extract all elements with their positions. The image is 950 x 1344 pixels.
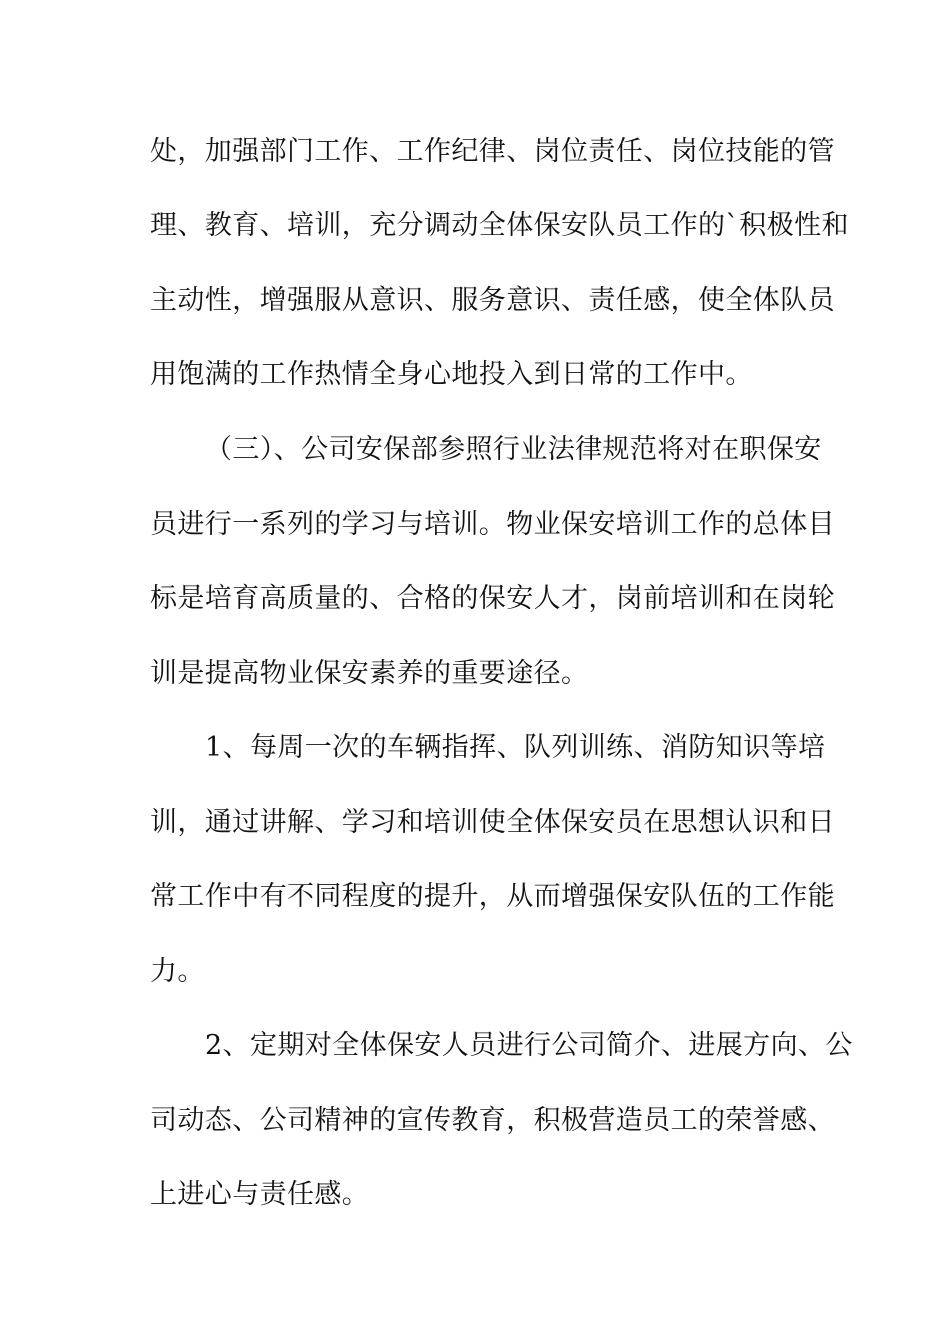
text-line: 训是提高物业保安素养的重要途径。 — [150, 658, 589, 689]
text-line: 标是培育高质量的、合格的保安人才，岗前培训和在岗轮 — [150, 583, 835, 614]
text-line: 员进行一系列的学习与培训。物业保安培训工作的总体目 — [150, 509, 835, 540]
text-line: 用饱满的工作热情全身心地投入到日常的工作中。 — [150, 359, 753, 390]
text-line: 常工作中有不同程度的提升，从而增强保安队伍的工作能 — [150, 881, 835, 912]
paragraph-start-line: 2、定期对全体保安人员进行公司简介、进展方向、公 — [205, 1030, 853, 1061]
text-line: 主动性，增强服从意识、服务意识、责任感，使全体队员 — [150, 285, 835, 316]
paragraph-start-line: （三）、公司安保部参照行业法律规范将对在职保安 — [205, 434, 822, 465]
text-line: 上进心与责任感。 — [150, 1179, 370, 1210]
text-line: 司动态、公司精神的宣传教育，积极营造员工的荣誉感、 — [150, 1105, 835, 1136]
text-line: 处，加强部门工作、工作纪律、岗位责任、岗位技能的管 — [150, 136, 835, 167]
text-line: 理、教育、培训，充分调动全体保安队员工作的`积极性和 — [150, 210, 849, 241]
paragraph-start-line: 1、每周一次的车辆指挥、队列训练、消防知识等培 — [205, 732, 826, 763]
text-line: 训，通过讲解、学习和培训使全体保安员在思想认识和日 — [150, 807, 835, 838]
text-line: 力。 — [150, 956, 205, 987]
